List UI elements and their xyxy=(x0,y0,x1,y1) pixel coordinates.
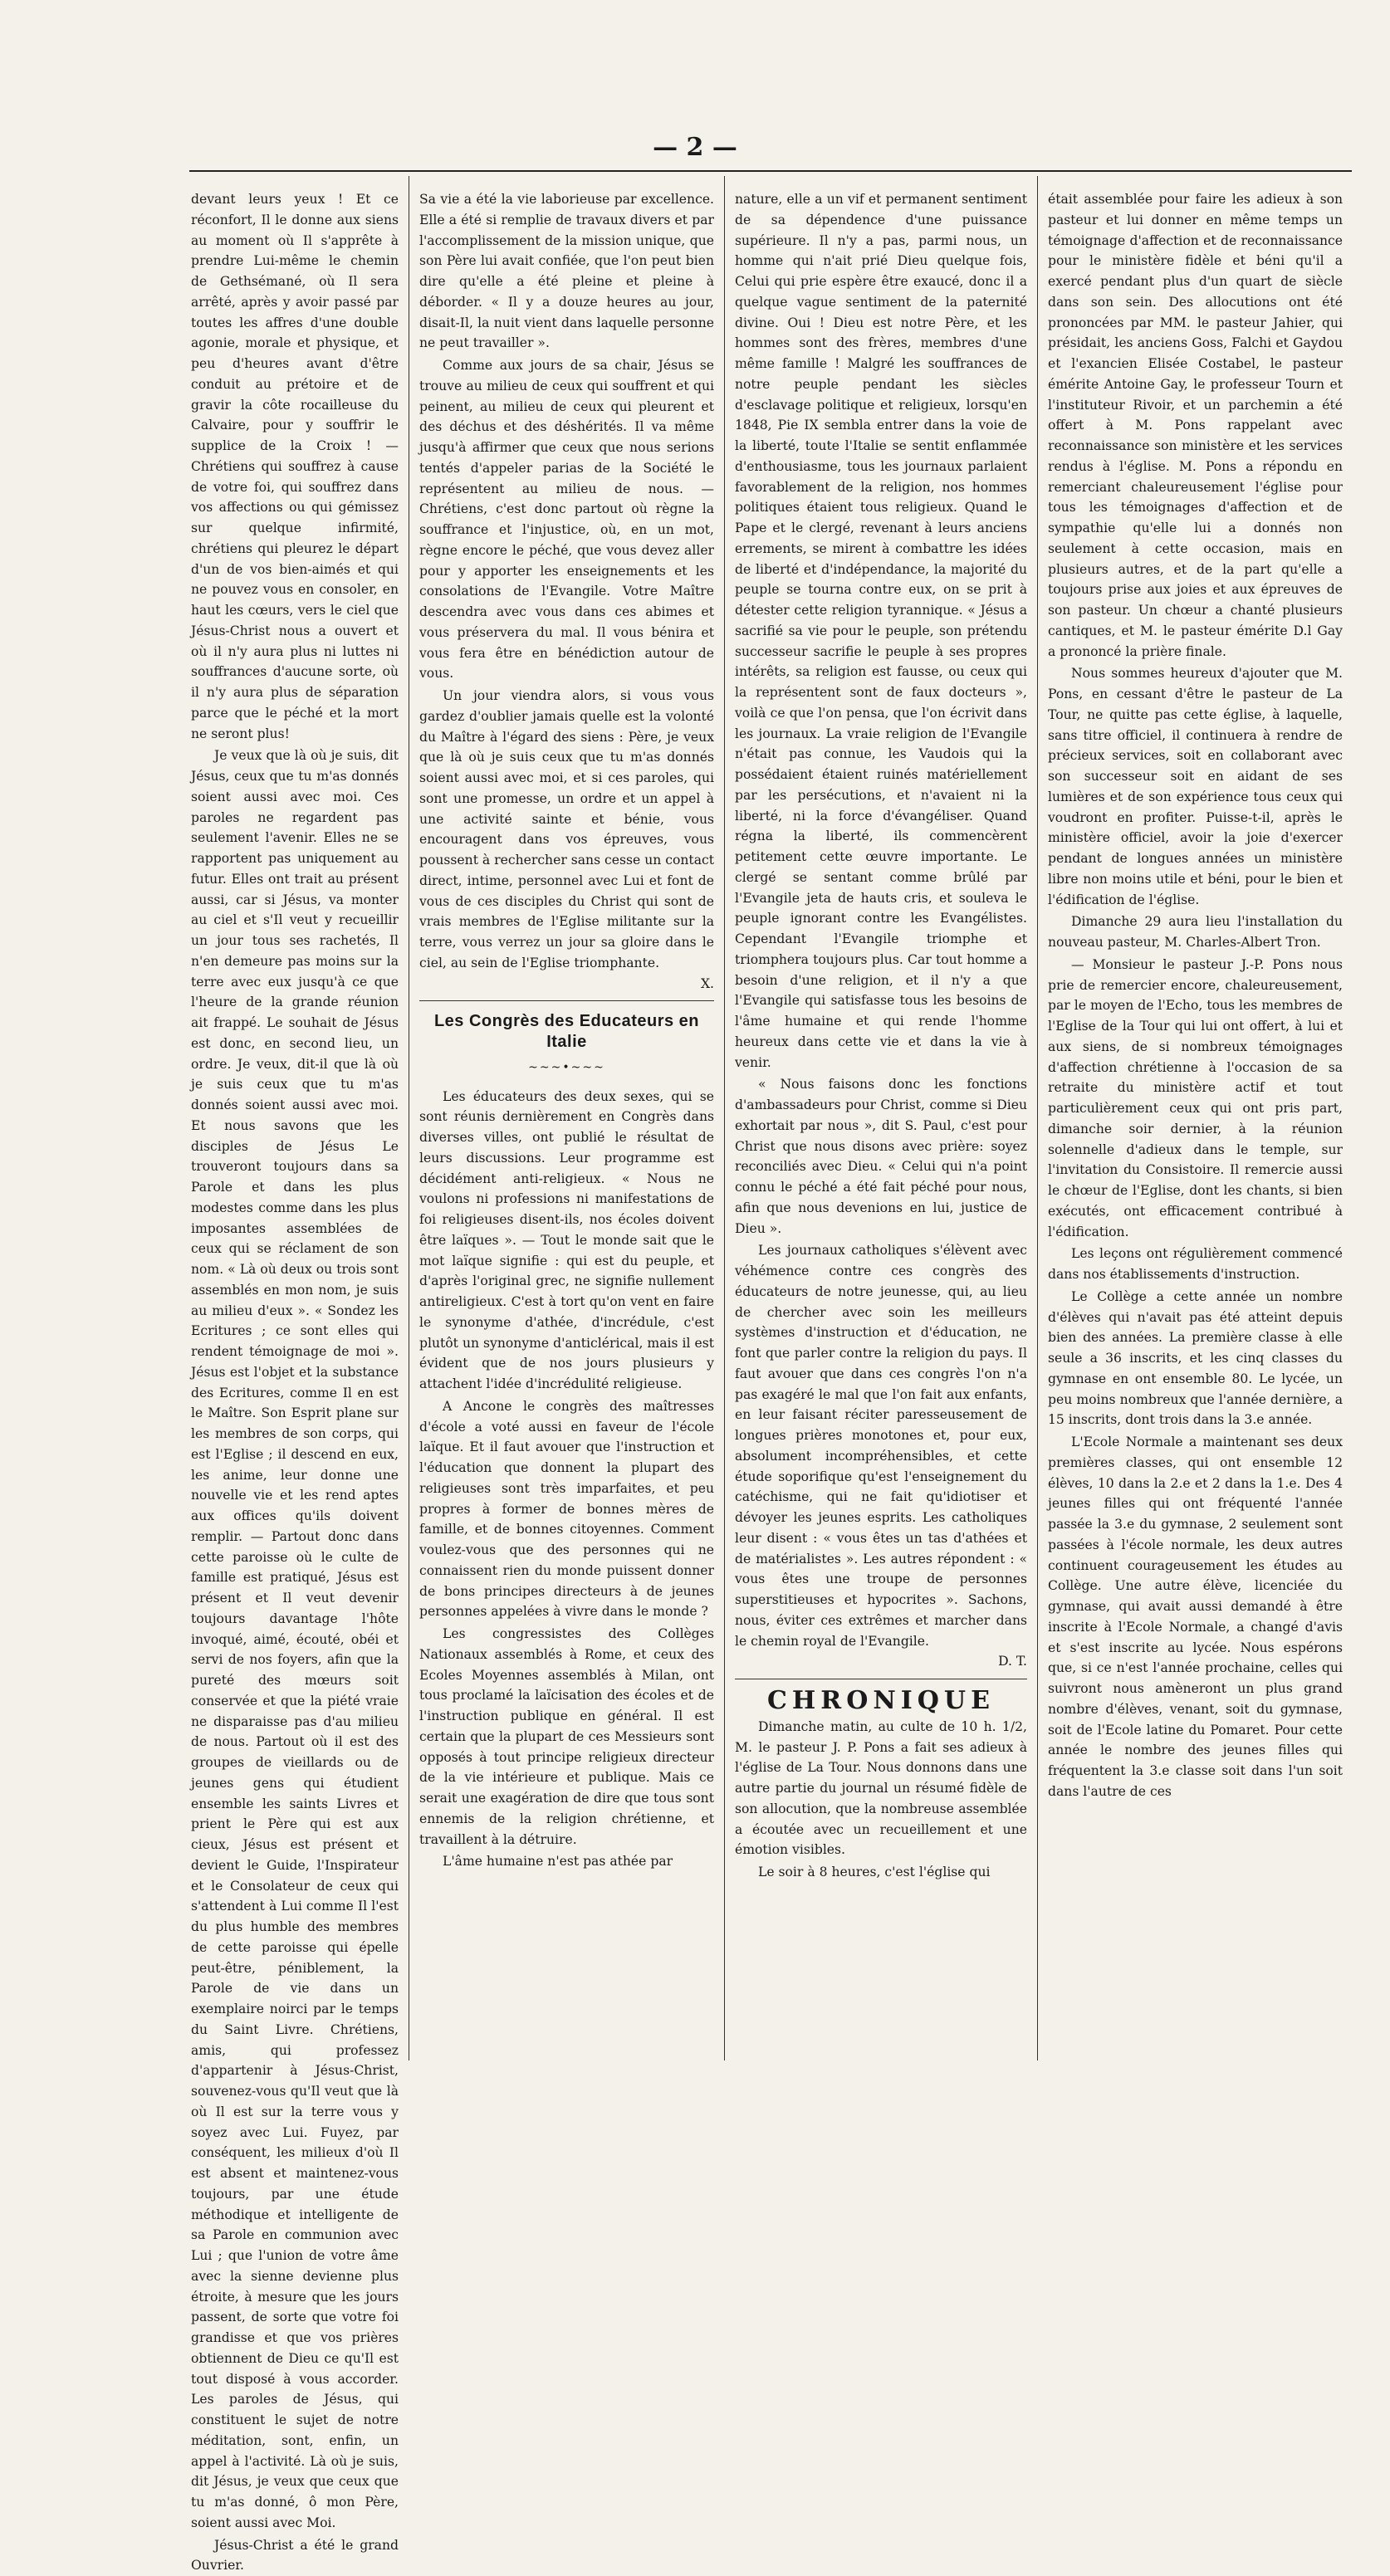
article-heading: Les Congrès des Educateurs en Italie xyxy=(419,1011,714,1053)
paragraph: « Nous faisons donc les fonctions d'ambassadeurs pour Christ, comme si Dieu exhortait par nous », dit S. Paul, c'est pour Christ que nous disons avec prière: soyez reconciliés avec Dieu. « Celui qui n'a point connu le péché a été fait péché pour nous, afin que nous devenions en lui, justice de Dieu ». xyxy=(735,1074,1027,1239)
paragraph: A Ancone le congrès des maîtresses d'école a voté aussi en faveur de l'école laïque. Et il faut avouer que l'instruction et l'éducation que donnent la plupart des religieuses sont très imparfaites, et peu propres à former de bonnes mères de famille, et de bonnes citoyennes. Comment voulez-vous que des personnes qui ne connaissent rien du monde puissent donner de bons principes directeurs à de jeunes personnes appelées à vivre dans le monde ? xyxy=(419,1396,714,1622)
column-3 xyxy=(735,189,1027,1883)
paragraph: Les leçons ont régulièrement commencé dans nos établissements d'instruction. xyxy=(1048,1244,1343,1285)
paragraph: était assemblée pour faire les adieux à son pasteur et lui donner en même temps un témoignage d'affection et de reconnaissance pour le ministère fidèle et béni qu'il a exercé pendant plus d'un quart de siècle dans son sein. Des allocutions ont été prononcées par MM. le pasteur Jahier, qui présidait, les anciens Goss, Falchi et Gaydou et l'exancien Elisée Costabel, le pasteur émérite Antoine Gay, le professeur Tourn et l'instituteur Rivoir, et un parchemin a été offert à M. Pons rappelant avec reconnaissance son ministère et les services rendus à l'église. M. Pons a répondu en remerciant chaleureusement l'église pour tous les témoignages d'affection et de sympathie qu'elle lui a donnés non seulement à cette occasion, mais en plusieurs autres, et de la part qu'elle a toujours prise aux joies et aux épreuves de son pasteur. Un chœur a chanté plusieurs cantiques, et M. le pasteur émérite D.l Gay a prononcé la prière finale. xyxy=(1048,189,1343,662)
paragraph: Comme aux jours de sa chair, Jésus se trouve au milieu de ceux qui souffrent et qui peinent, au milieu de ceux qui pleurent et des déchus et des déshérités. Il va même jusqu'à affirmer que ceux que nous serions tentés d'appeler parias de la Société le représentent au milieu de nous. — Chrétiens, c'est donc partout où règne la souffrance et l'injustice, où, en un mot, règne encore le péché, que vous devez aller pour y apporter les enseignements et les consolations de l'Evangile. Votre Maître descendra avec vous dans ces abimes et vous préservera du mal. Il vous bénira et vous fera être en bénédiction autour de vous. xyxy=(419,355,714,684)
paragraph: Les éducateurs des deux sexes, qui se sont réunis dernièrement en Congrès dans diverses villes, ont publié le résultat de leurs discussions. Leur programme est décidément anti-religieux. « Nous ne voulons ni professions ni manifestations de foi religieuses disent-ils, nos écoles doivent être laïques ». — Tout le monde sait que le mot laïque signifie : qui est du peuple, et d'après l'original grec, ne signifie nullement antireligieux. C'est à tort qu'on vent en faire le synonyme d'athée, d'incrédule, c'est plutôt un synonyme d'anticlérical, mais il est évident que de nos jours plusieurs y attachent l'idée d'incrédulité religieuse. xyxy=(419,1087,714,1395)
paragraph: Dimanche matin, au culte de 10 h. 1/2, M. le pasteur J. P. Pons a fait ses adieux à l'église de La Tour. Nous donnons dans une autre partie du journal un résumé fidèle de son allocution, que la nombreuse assemblée a écoutée avec un recueillement et une émotion visibles. xyxy=(735,1717,1027,1860)
paragraph: Nous sommes heureux d'ajouter que M. Pons, en cessant d'être le pasteur de La Tour, ne quitte pas cette église, à laquelle, sans titre officiel, il continuera à rendre de précieux services, soit en collaborant avec son successeur soit en aidant de ses lumières et de son expérience tous ceux qui voudront en profiter. Puisse-t-il, après le ministère officiel, avoir la joie d'exercer pendant de longues années un ministère libre non moins utile et béni, pour le bien et l'édification de l'église. xyxy=(1048,663,1343,910)
paragraph: devant leurs yeux ! Et ce réconfort, Il le donne aux siens au moment où Il s'apprête à prendre Lui-même le chemin de Gethsémané, où Il sera arrêté, après y avoir passé par toutes les affres d'une double agonie, morale et physique, et peu d'heures avant d'être conduit au prétoire et de gravir la côte rocailleuse du Calvaire, pour y souffrir le supplice de la Croix ! — Chrétiens qui souffrez à cause de votre foi, qui souffrez dans vos affections ou qui gémissez sur quelque infirmité, chrétiens qui pleurez le départ d'un de vos bien-aimés et qui ne pouvez vous en consoler, en haut les cœurs, vers le ciel que Jésus-Christ nous a ouvert et où il n'y aura plus ni luttes ni souffrances d'aucune sorte, où il n'y aura plus de séparation parce que le péché et la mort ne seront plus! xyxy=(191,189,399,744)
paragraph: Sa vie a été la vie laborieuse par excellence. Elle a été si remplie de travaux divers et par l'accomplissement de la mission unique, que son Père lui avait confiée, que l'on peut bien dire qu'elle a été pleine et pleine à déborder. « Il y a douze heures au jour, disait-Il, la nuit vient dans laquelle personne ne peut travailler ». xyxy=(419,189,714,354)
column-4 xyxy=(1048,189,1343,1802)
header-rule xyxy=(189,170,1352,172)
signature: X. xyxy=(419,974,714,995)
paragraph: Jésus-Christ a été le grand Ouvrier. xyxy=(191,2535,399,2576)
paragraph: nature, elle a un vif et permanent sentiment de sa dépendence d'une puissance supérieure. Il n'y a pas, parmi nous, un homme qui n'ait prié Dieu quelque fois, Celui qui prie espère être exaucé, donc il a quelque vague sentiment de la paternité divine. Oui ! Dieu est notre Père, et les hommes sont des frères, membres d'une même famille ! Malgré les souffrances de notre peuple pendant les siècles d'esclavage politique et religieux, lorsqu'en 1848, Pie IX sembla entrer dans la voie de la liberté, toute l'Italie se sentit enflammée d'enthousiasme, tous les journaux parlaient favorablement de la religion, nos hommes politiques étaient tous religieux. Quand le Pape et le clergé, revenant à leurs anciens errements, se mirent à combattre les idées de liberté et d'indépendance, la majorité du peuple se tourna contre eux, on se prit à détester cette religion tyrannique. « Jésus a sacrifié sa vie pour le peuple, son prétendu successeur sacrifie le peuple à ses propres intérêts, sa religion est fausse, ou ceux qui la représentent sont de faux docteurs », voilà ce que l'on pensa, que l'on écrivit dans les journaux. La vraie religion de l'Evangile n'était pas connue, les Vaudois qui la possédaient étaient ruinés matériellement par les persécutions, et n'avaient ni la liberté, ni la force d'évangéliser. Quand régna la liberté, ils commencèrent petitement cette œuvre importante. Le clergé se sentant comme brûlé par l'Evangile jeta de hauts cris, et souleva le peuple ignorant contre les Evangélistes. Cependant l'Evangile triomphe et triomphera toujours plus. Car tout homme a besoin d'une religion, et il n'y a que l'Evangile qui satisfasse tous les besoins de l'âme humaine et qui rende l'homme heureux dans cette vie et dans la vie à venir. xyxy=(735,189,1027,1073)
paragraph: Les congressistes des Collèges Nationaux assemblés à Rome, et ceux des Ecoles Moyennes assemblés à Milan, ont tous proclamé la laïcisation des écoles et de l'instruction publique en général. Il est certain que la plupart de ces Messieurs sont opposés à tout principe religieux directeur de la vie intérieure et publique. Mais ce serait une exagération de dire que tous sont ennemis de la religion chrétienne, et travaillent à la détruire. xyxy=(419,1624,714,1850)
paragraph: L'Ecole Normale a maintenant ses deux premières classes, qui ont ensemble 12 élèves, 10 dans la 2.e et 2 dans la 1.e. Des 4 jeunes filles qui ont fréquenté l'année passée la 3.e du gymnase, 2 seulement sont passées à l'école normale, les deux autres continuent courageusement les études au Collège. Une autre élève, licenciée du gymnase, qui avait aussi demandé à être inscrite à l'Ecole Normale, a changé d'avis et s'est inscrite au lycée. Nous espérons que, si ce n'est l'année prochaine, celles qui suivront nous amèneront un plus grand nombre d'élèves, venant, soit du gymnase, soit de l'Ecole latine du Pomaret. Pour cette année le nombre des jeunes filles qui fréquentent la 3.e classe soit dans l'un soit dans l'autre de ces xyxy=(1048,1432,1343,1802)
page-number: — 2 — xyxy=(0,133,1390,162)
section-rule xyxy=(419,1000,714,1001)
section-heading: CHRONIQUE xyxy=(735,1691,1027,1712)
paragraph: — Monsieur le pasteur J.-P. Pons nous prie de remercier encore, chaleureusement, par le moyen de l'Echo, tous les membres de l'Eglise de la Tour qui lui ont offert, à lui et aux siens, de si nombreux témoignages d'affection chrétienne à l'occasion de sa retraite du ministère actif et tout particulièrement ceux qui ont pris part, dimanche soir dernier, à la réunion solennelle d'adieux dans le temple, sur l'invitation du Consistoire. Il remercie aussi le chœur de l'Eglise, dont les chants, si bien exécutés, ont efficacement contribué à l'édification. xyxy=(1048,955,1343,1243)
paragraph: Le Collège a cette année un nombre d'élèves qui n'avait pas été atteint depuis bien des années. La première classe à elle seule a 36 inscrits, et les cinq classes du gymnase en ont ensemble 80. Le lycée, un peu moins nombreux que l'année dernière, a 15 inscrits, dont trois dans la 3.e année. xyxy=(1048,1287,1343,1430)
paragraph: Un jour viendra alors, si vous vous gardez d'oublier jamais quelle est la volonté du Maître à l'égard des siens : Père, je veux que là où je suis ceux que tu m'as donnés soient aussi avec moi, et si ces paroles, qui sont une promesse, un ordre et un appel à une activité sainte et bénie, vous encouragent dans vos épreuves, vous poussent à rechercher sans cesse un contact direct, intime, personnel avec Lui et font de vous de ces disciples du Christ qui sont de vrais membres de l'Eglise militante sur la terre, vous verrez un jour sa gloire dans le ciel, au sein de l'Eglise triomphante. xyxy=(419,686,714,974)
signature: D. T. xyxy=(735,1651,1027,1672)
column-2 xyxy=(419,189,714,1872)
paragraph: Les journaux catholiques s'élèvent avec véhémence contre ces congrès des éducateurs de notre jeunesse, qui, au lieu de chercher avec soin les meilleurs systèmes d'instruction et d'éducation, ne font que parler contre la religion du pays. Il faut avouer que dans ces congrès l'on n'a pas exagéré le mal que l'on fait aux enfants, en leur faisant réciter paresseusement de longues prières monotones et, pour eux, absolument incompréhensibles, et cette étude soporifique qu'est l'enseignement du catéchisme, qui ne fait qu'idiotiser et dévoyer les jeunes esprits. Les catholiques leur disent : « vous êtes un tas d'athées et de matérialistes ». Les autres répondent : « vous êtes une troupe de personnes superstitieuses et hypocrites ». Sachons, nous, éviter ces extrêmes et marcher dans le chemin royal de l'Evangile. xyxy=(735,1240,1027,1651)
paragraph: Dimanche 29 aura lieu l'installation du nouveau pasteur, M. Charles-Albert Tron. xyxy=(1048,912,1343,953)
paragraph: Je veux que là où je suis, dit Jésus, ceux que tu m'as donnés soient aussi avec moi. Ces paroles ne regardent pas seulement l'avenir. Elles ne se rapportent pas uniquement au futur. Elles ont trait au présent aussi, car si Jésus, va monter au ciel et s'Il veut y recueillir un jour tous ses rachetés, Il n'en demeure pas moins sur la terre avec eux jusqu'à ce que l'heure de la grande réunion ait frappé. Le souhait de Jésus est donc, en second lieu, un ordre. Je veux, dit-il que là où je suis ceux que tu m'as donnés soient aussi avec moi. Et nous savons que les disciples de Jésus Le trouveront toujours dans sa Parole et dans les plus modestes comme dans les plus imposantes assemblées de ceux qui se réclament de son nom. « Là où deux ou trois sont assemblés en mon nom, je suis au milieu d'eux ». « Sondez les Ecritures ; ce sont elles qui rendent témoignage de moi ». Jésus est l'objet et la substance des Ecritures, comme Il en est le Maître. Son Esprit plane sur les membres de son corps, qui est l'Eglise ; il descend en eux, les anime, leur donne une nouvelle vie et les rend aptes aux offices qu'ils doivent remplir. — Partout donc dans cette paroisse où le culte de famille est pratiqué, Jésus est présent et Il veut devenir toujours davantage l'hôte invoqué, aimé, écouté, obéi et servi de nos foyers, afin que la pureté des mœurs soit conservée et que la piété vraie ne disparaisse pas d'au milieu de nous. Partout où il est des groupes de vieillards ou de jeunes gens qui étudient ensemble les saints Livres et prient le Père qui est aux cieux, Jésus est présent et devient le Guide, l'Inspirateur et le Consolateur de ceux qui s'attendent à Lui comme Il l'est du plus humble des membres de cette paroisse qui épelle peut-être, péniblement, la Parole de vie dans un exemplaire noirci par le temps du Saint Livre. Chrétiens, amis, qui professez d'appartenir à Jésus-Christ, souvenez-vous qu'Il veut que là où Il est sur la terre vous y soyez avec Lui. Fuyez, par conséquent, les milieux d'où Il est absent et maintenez-vous toujours, par une étude méthodique et intelligente de sa Parole en communion avec Lui ; que l'union de votre âme avec la sienne devienne plus étroite, à mesure que les jours passent, de sorte que votre foi grandisse et que vos prières obtiennent de Dieu ce qu'Il est tout disposé à vous accorder. Les paroles de Jésus, qui constituent le sujet de notre méditation, sont, enfin, un appel à l'activité. Là où je suis, dit Jésus, je veux que ceux que tu m'as donné, ô mon Père, soient aussi avec Moi. xyxy=(191,745,399,2533)
paragraph: Le soir à 8 heures, c'est l'église qui xyxy=(735,1862,1027,1883)
paragraph: L'âme humaine n'est pas athée par xyxy=(419,1851,714,1872)
column-divider xyxy=(724,176,725,2060)
ornament-icon: ~~~•~~~ xyxy=(419,1058,714,1078)
column-1 xyxy=(191,189,399,2576)
column-divider xyxy=(1037,176,1038,2060)
